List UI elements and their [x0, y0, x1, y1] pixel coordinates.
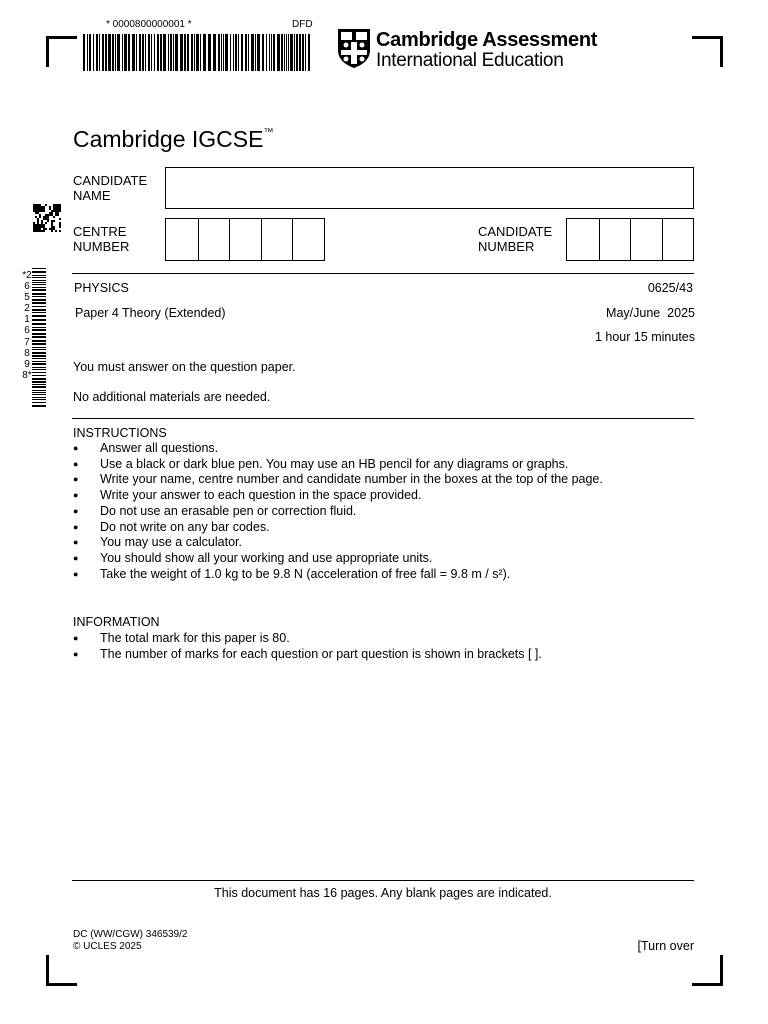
turn-over: [Turn over [637, 939, 694, 953]
paper-code: 0625/43 [647, 281, 693, 295]
instruction-item: ● Do not use an erasable pen or correction fluid. [73, 504, 693, 520]
crop-mark-bottom-right [692, 955, 723, 986]
number-cell-divider [198, 219, 199, 260]
qualification-name: Cambridge IGCSE [73, 126, 264, 152]
number-cell-divider [662, 219, 663, 260]
instruction-item: ● You may use a calculator. [73, 535, 693, 551]
org-name-line1: Cambridge Assessment [376, 29, 598, 51]
instruction-item: ● You should show all your working and use appropriate units. [73, 551, 693, 567]
number-cell-divider [261, 219, 262, 260]
candidate-number-label: CANDIDATE NUMBER [478, 224, 553, 254]
instructions-heading: INSTRUCTIONS [73, 426, 167, 440]
candidate-number-boxes[interactable] [566, 218, 694, 261]
pages-note: This document has 16 pages. Any blank pages are indicated. [214, 886, 552, 900]
instructions-list [73, 441, 693, 582]
crop-mark-top-left [46, 36, 77, 67]
rule-top [72, 273, 694, 274]
number-cell-divider [292, 219, 293, 260]
exam-duration: 1 hour 15 minutes [594, 330, 695, 344]
information-list [73, 631, 693, 662]
subject: PHYSICS [74, 281, 129, 295]
instruction-item: ● Answer all questions. [73, 441, 693, 457]
number-cell-divider [229, 219, 230, 260]
centre-number-label: CENTRE NUMBER [73, 224, 130, 254]
crop-mark-bottom-left [46, 955, 77, 986]
candidate-name-label: CANDIDATE NAME [73, 173, 148, 203]
rule-bottom [72, 880, 694, 881]
shield-crest-icon [337, 28, 371, 69]
rule-middle [72, 418, 694, 419]
copyright: © UCLES 2025 [73, 941, 142, 952]
candidate-name-box[interactable] [165, 167, 694, 209]
number-cell-divider [630, 219, 631, 260]
crop-mark-top-right [692, 36, 723, 67]
instruction-item: ● Do not write on any bar codes. [73, 520, 693, 536]
paper-title: Paper 4 Theory (Extended) [75, 306, 226, 320]
number-cell-divider [599, 219, 600, 260]
information-heading: INFORMATION [73, 615, 160, 629]
side-barcode-digits: *2652167898* [22, 270, 32, 381]
information-item: ● The number of marks for each question or part question is shown in brackets [ ]. [73, 647, 693, 663]
information-item: ● The total mark for this paper is 80. [73, 631, 693, 647]
instruction-item: ● Write your name, centre number and candidate number in the boxes at the top of the page. [73, 472, 693, 488]
top-barcode [82, 34, 314, 71]
dfd-code: DFD [292, 19, 313, 30]
exam-session: May/June 2025 [606, 306, 695, 320]
instruction-item: ● Use a black or dark blue pen. You may use an HB pencil for any diagrams or graphs. [73, 457, 693, 473]
qr-code [33, 204, 61, 232]
org-name-line2: International Education [376, 50, 564, 71]
instruction-item: ● Take the weight of 1.0 kg to be 9.8 N (acceleration of free fall = 9.8 m / s²). [73, 567, 693, 583]
materials-note: No additional materials are needed. [73, 390, 271, 404]
centre-number-boxes[interactable] [165, 218, 325, 261]
trademark-symbol: ™ [263, 127, 274, 138]
qualification-title [73, 119, 273, 153]
instruction-item: ● Write your answer to each question in the space provided. [73, 488, 693, 504]
reference-code: DC (WW/CGW) 346539/2 [73, 929, 188, 940]
barcode-number: * 0000800000001 * [106, 19, 192, 30]
answer-note: You must answer on the question paper. [73, 360, 296, 374]
